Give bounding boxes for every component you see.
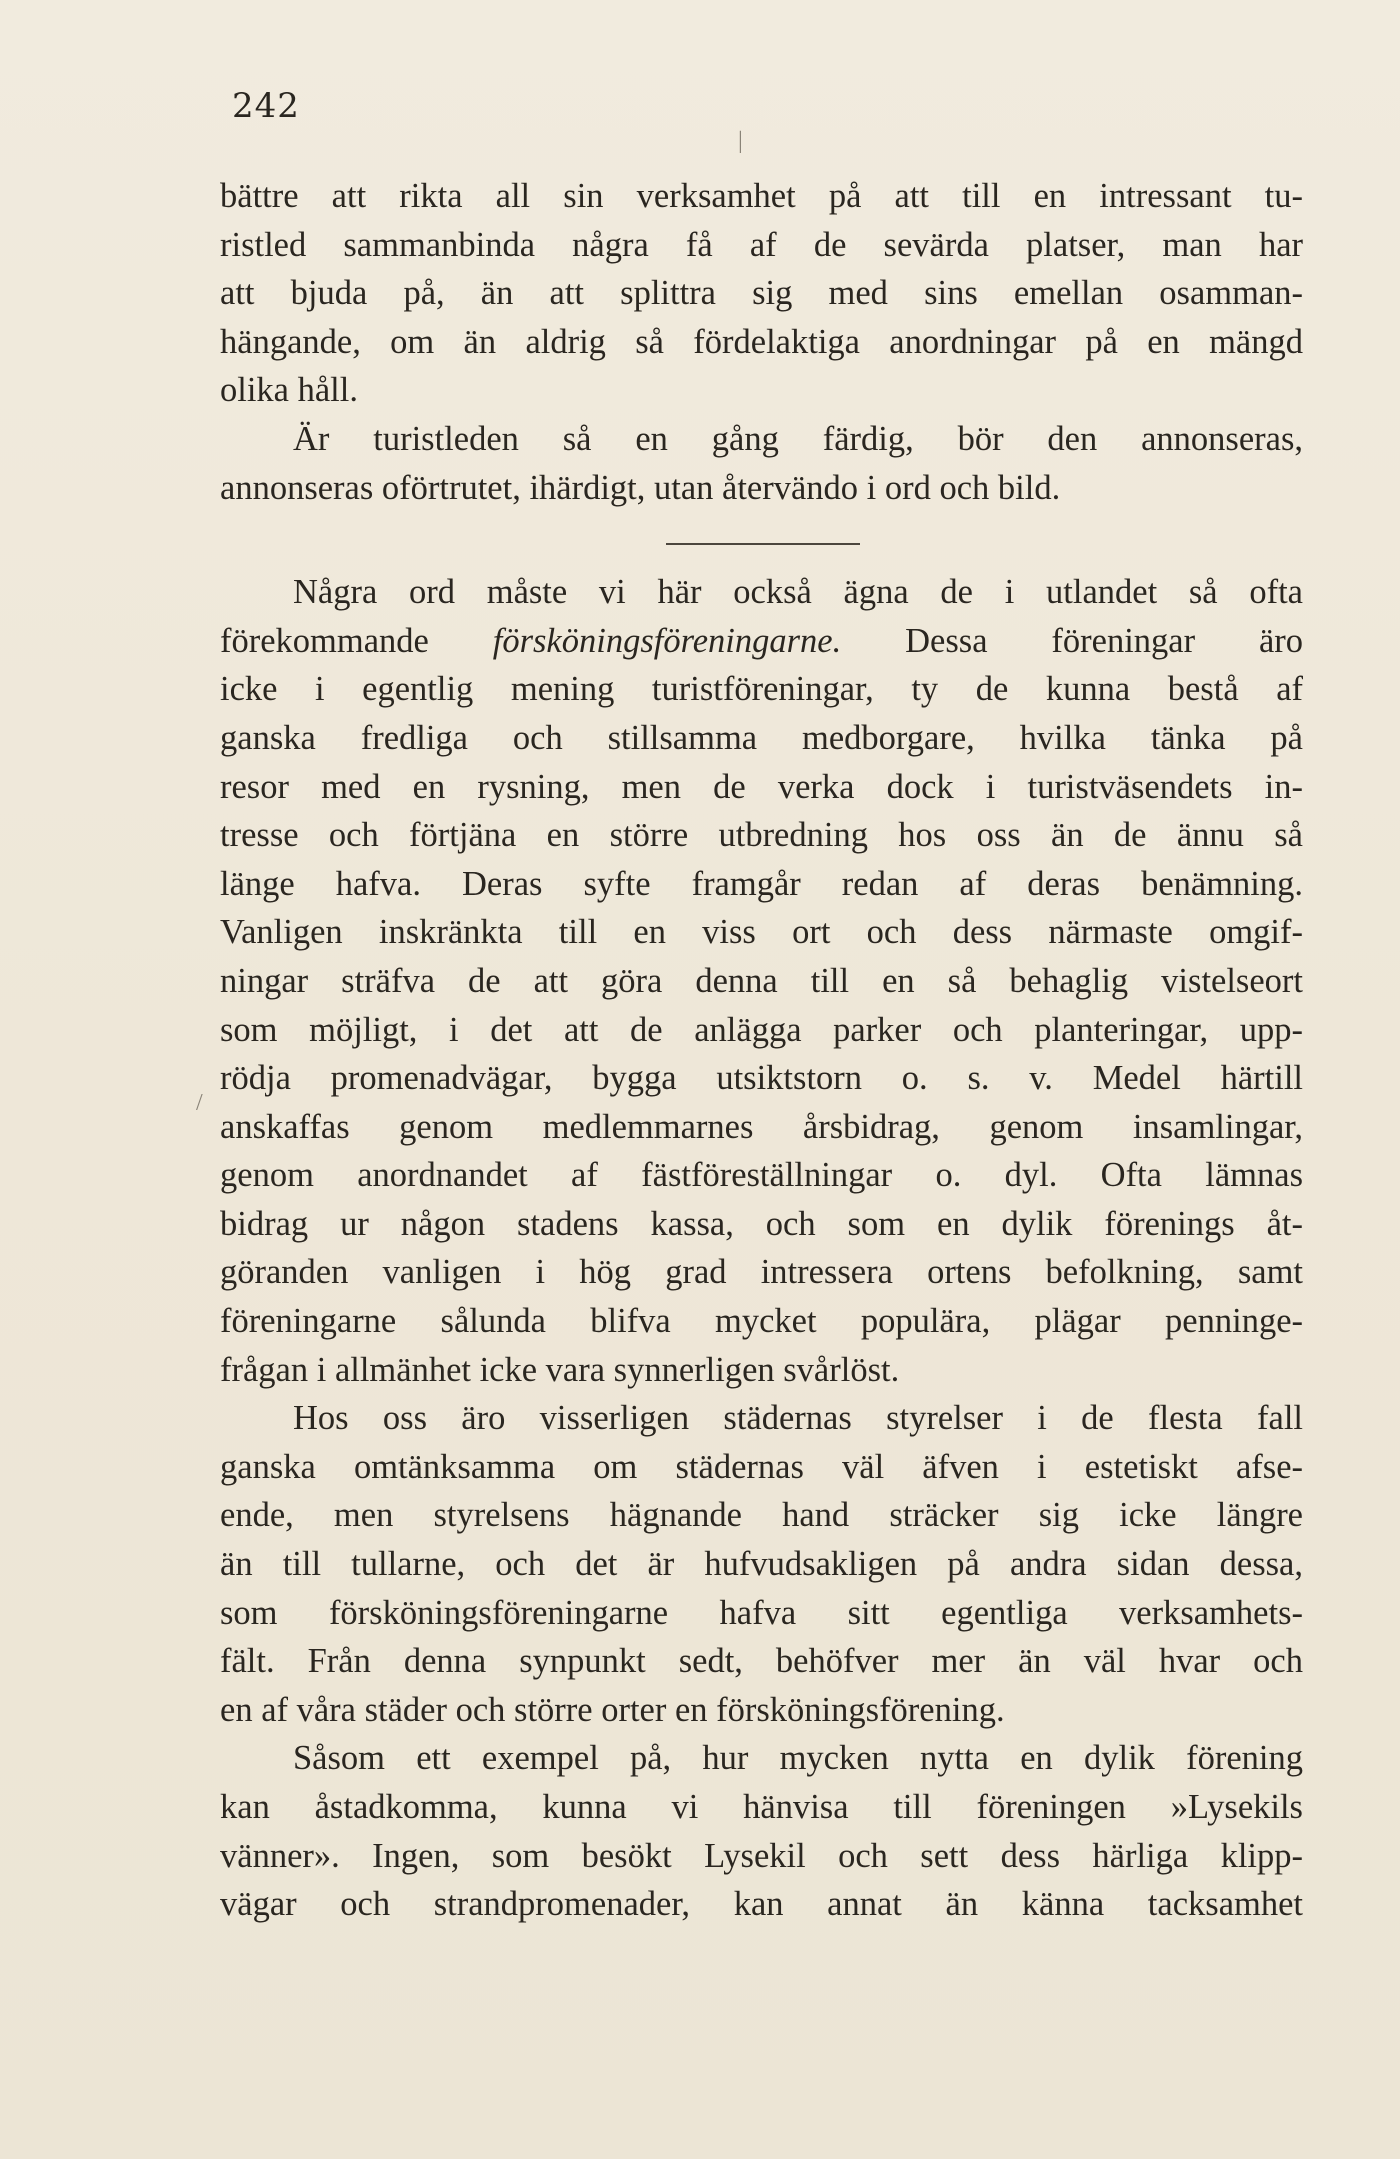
text-line: bättre att rikta all sin verksamhet på att till en intressant tu- xyxy=(220,177,1303,215)
paragraph xyxy=(220,172,1303,415)
page-number: 242 xyxy=(232,86,300,126)
text-line: ganska omtänksamma om städernas väl äfven i estetiskt afse- xyxy=(220,1447,1303,1486)
text-line: kan åstadkomma, kunna vi hänvisa till föreningen »Lysekils xyxy=(220,1788,1303,1826)
text-line: Hos oss äro visserligen städernas styrelser i de flesta fall xyxy=(293,1399,1303,1438)
text-line: länge hafva. Deras syfte framgår redan af deras benämning. xyxy=(220,864,1303,903)
text-line: frågan i allmänhet icke vara synnerligen svårlöst. xyxy=(220,1350,900,1389)
italic-term: försköningsföreningarne. xyxy=(492,621,842,660)
text-line: hängande, om än aldrig så fördelaktiga anordningar på en mängd xyxy=(220,322,1303,361)
text-line: resor med en rysning, men de verka dock i turistväsendets in- xyxy=(220,767,1303,806)
text-line: ende, men styrelsens hägnande hand sträcker sig icke längre xyxy=(220,1496,1303,1535)
paragraph xyxy=(220,1734,1303,1928)
body-text xyxy=(220,172,1303,1929)
paragraph xyxy=(220,1394,1303,1734)
text-line: genom anordnandet af fästföreställningar o. dyl. Ofta lämnas xyxy=(220,1156,1303,1195)
text-line: Vanligen inskränkta till en viss ort och dess närmaste omgif- xyxy=(220,913,1303,952)
text-line: Är turistleden så en gång färdig, bör den annonseras, xyxy=(293,419,1303,458)
text-line: anskaffas genom medlemmarnes årsbidrag, genom insamlingar, xyxy=(220,1107,1303,1146)
text-line: icke i egentlig mening turistföreningar, ty de kunna bestå af xyxy=(220,670,1303,709)
text-line: ningar sträfva de att göra denna till en så behaglig vistelseort xyxy=(220,961,1303,1000)
text-line: tresse och förtjäna en större utbredning hos oss än de ännu så xyxy=(220,816,1303,855)
text-line: annonseras oförtrutet, ihärdigt, utan återvändo i ord och bild. xyxy=(220,468,1061,507)
text-line: föreningarne sålunda blifva mycket populära, plägar penninge- xyxy=(220,1302,1303,1341)
text-line: som försköningsföreningarne hafva sitt egentliga verksamhets- xyxy=(220,1593,1303,1632)
text-fragment: Dessa föreningar äro xyxy=(905,621,1304,660)
paragraph xyxy=(220,568,1303,1394)
text-line: än till tullarne, och det är hufvudsakligen på andra sidan dessa, xyxy=(220,1545,1303,1584)
text-line xyxy=(220,617,1303,666)
text-line: vänner». Ingen, som besökt Lysekil och sett dess härliga klipp- xyxy=(220,1836,1303,1875)
text-line: rödja promenadvägar, bygga utsiktstorn o. s. v. Medel härtill xyxy=(220,1059,1303,1098)
text-line: att bjuda på, än att splittra sig med sins emellan osamman- xyxy=(220,274,1303,313)
text-line: fält. Från denna synpunkt sedt, behöfver mer än väl hvar och xyxy=(220,1642,1303,1681)
text-line: Några ord måste vi här också ägna de i utlandet så ofta xyxy=(293,573,1303,612)
text-line: en af våra städer och större orter en försköningsförening. xyxy=(220,1690,1005,1729)
text-line: olika håll. xyxy=(220,371,358,410)
margin-slash-mark: / xyxy=(196,1090,203,1116)
text-line: ristled sammanbinda några få af de sevärda platser, man har xyxy=(220,225,1303,264)
text-line: Såsom ett exempel på, hur mycken nytta en dylik förening xyxy=(293,1739,1303,1778)
text-line: göranden vanligen i hög grad intressera ortens befolkning, samt xyxy=(220,1253,1303,1292)
section-gap xyxy=(220,512,1303,568)
text-line: ganska fredliga och stillsamma medborgare, hvilka tänka på xyxy=(220,718,1303,757)
stray-tick-mark: | xyxy=(738,128,743,154)
paragraph xyxy=(220,415,1303,512)
text-line: som möjligt, i det att de anlägga parker och planteringar, upp- xyxy=(220,1010,1303,1049)
text-line: vägar och strandpromenader, kan annat än känna tacksamhet xyxy=(220,1885,1303,1924)
text-line: bidrag ur någon stadens kassa, och som en dylik förenings åt- xyxy=(220,1204,1303,1243)
text-fragment: förekommande xyxy=(220,621,429,660)
